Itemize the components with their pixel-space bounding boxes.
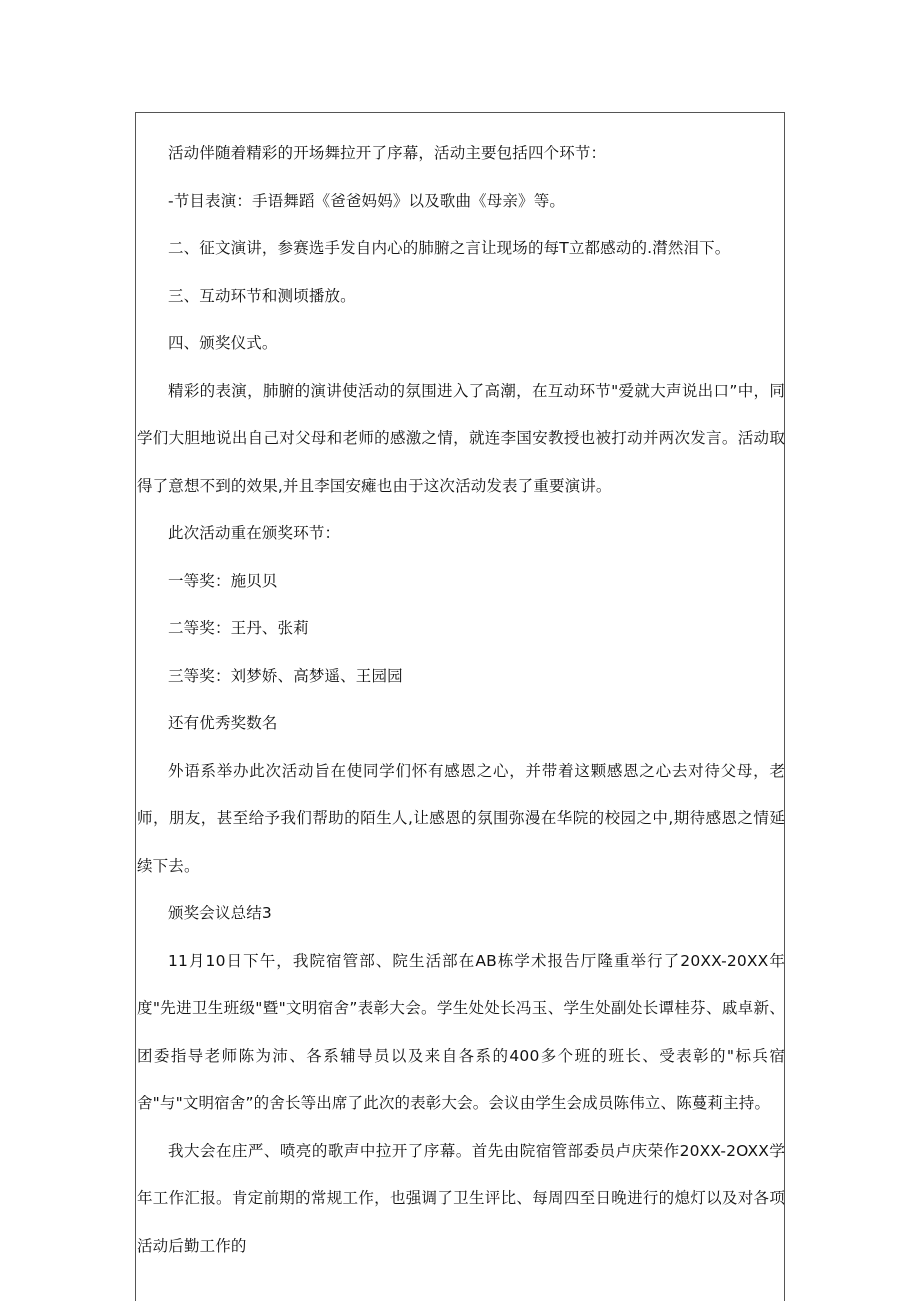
paragraph: 二等奖：王丹、张莉 bbox=[168, 619, 309, 637]
paragraph: 二、征文演讲，参赛选手发自内心的肺腑之言让现场的每T立都感动的.潸然泪下。 bbox=[168, 239, 731, 257]
paragraph: 11月10日下午，我院宿管部、院生活部在AB栋学术报告厅隆重举行了20XX-20XX年度"先进卫生班级"暨"文明宿舍”表彰大会。学生处处长冯玉、学生处副处长谭桂芬、戚卓新、团委指导老师陈为沛、各系辅导员以及来自各系的400多个班的班长、受表彰的"标兵宿舍"与"文明宿舍”的舍长等出席了此次的表彰大会。会议由学生会成员陈伟立、陈蔓莉主持。 bbox=[137, 951, 785, 1112]
paragraph: 三等奖：刘梦娇、高梦遥、王园园 bbox=[168, 666, 403, 685]
paragraph: 活动伴随着精彩的开场舞拉开了序幕，活动主要包括四个环节： bbox=[168, 144, 607, 162]
paragraph: 此次活动重在颁奖环节： bbox=[168, 524, 341, 542]
section-heading: 颁奖会议总结3 bbox=[168, 904, 272, 922]
document-body bbox=[137, 130, 785, 1270]
paragraph: 还有优秀奖数名 bbox=[168, 714, 278, 732]
paragraph: 一等奖：施贝贝 bbox=[168, 571, 278, 590]
paragraph: 四、颁奖仪式。 bbox=[168, 334, 278, 352]
paragraph: 我大会在庄严、喷亮的歌声中拉开了序幕。首先由院宿管部委员卢庆荣作20XX-2OXX学年工作汇报。肯定前期的常规工作，也强调了卫生评比、每周四至日晚进行的熄灯以及对各项活动后勤工作的 bbox=[137, 1141, 785, 1255]
paragraph: -节目表演：手语舞蹈《爸爸妈妈》以及歌曲《母亲》等。 bbox=[168, 191, 565, 210]
paragraph: 外语系举办此次活动旨在使同学们怀有感恩之心，并带着这颗感恩之心去对待父母，老师，朋友，甚至给予我们帮助的陌生人,让感恩的氛围弥漫在华院的校园之中,期待感恩之情延续下去。 bbox=[137, 761, 785, 875]
paragraph: 三、互动环节和测顷播放。 bbox=[168, 286, 356, 305]
paragraph: 精彩的表演，肺腑的演讲使活动的氛围进入了高潮，在互动环节"爱就大声说出口”中，同学们大胆地说出自己对父母和老师的感激之情，就连李国安教授也被打动并两次发言。活动取得了意想不到的效果,并且李国安瘫也由于这次活动发表了重要演讲。 bbox=[137, 381, 785, 495]
